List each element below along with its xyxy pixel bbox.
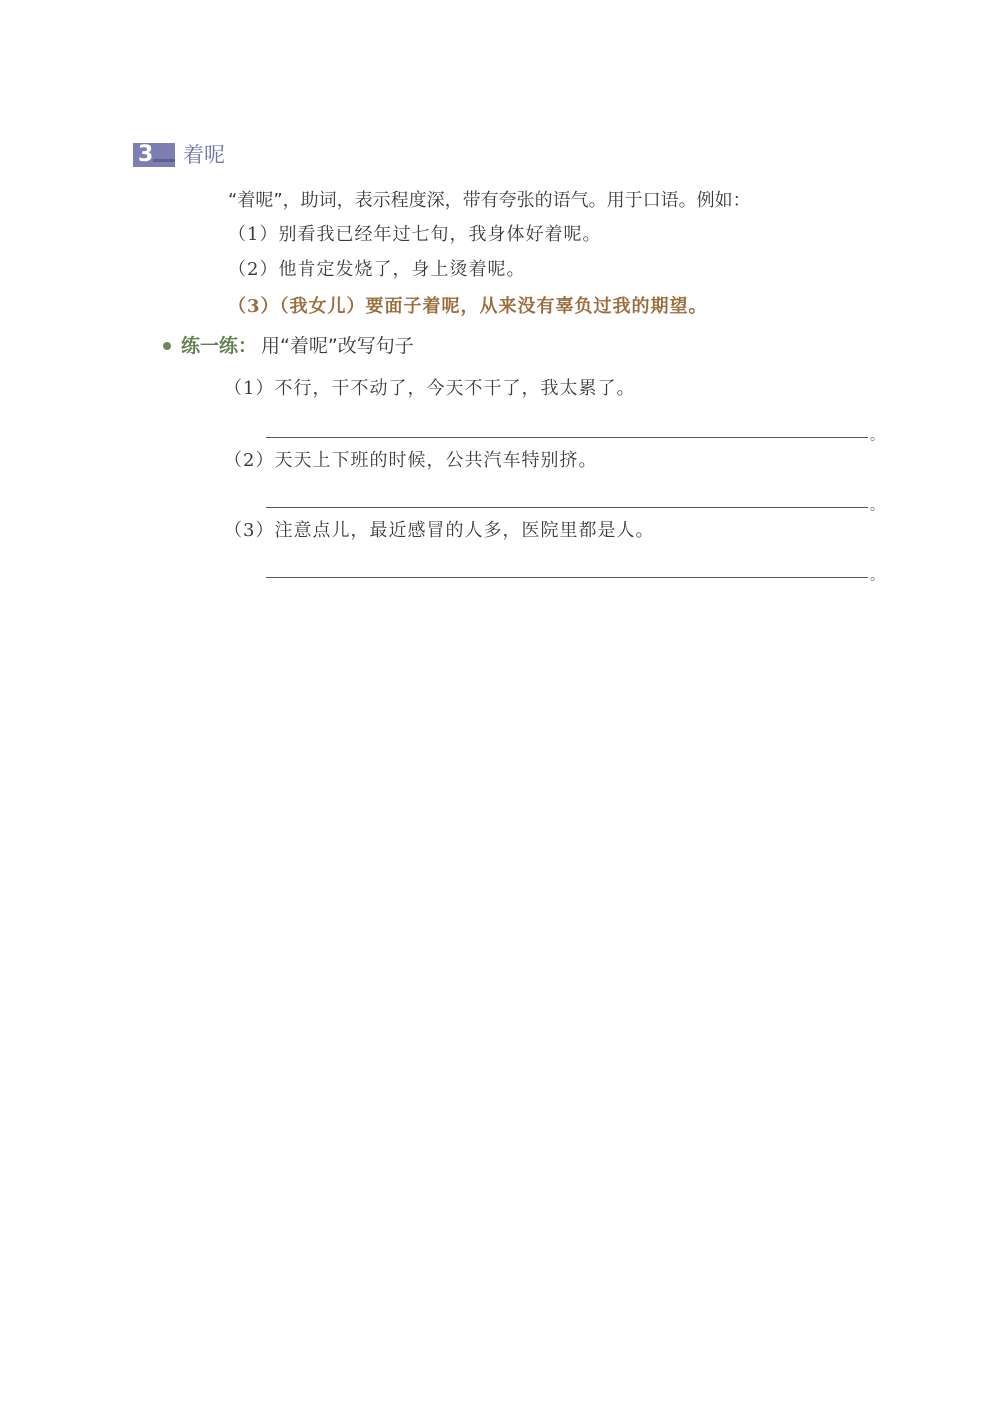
example-sentence-1: （1）别看我已经年过七旬，我身体好着呢。 [228,224,602,245]
bullet-icon [163,342,171,350]
example-sentence-2: （2）他肯定发烧了，身上烫着呢。 [228,259,526,280]
practice-question-2: （2）天天上下班的时候，公共汽车特别挤。 [224,450,598,471]
answer-blank-1[interactable] [266,419,868,438]
practice-header [163,333,414,359]
practice-question-1: （1）不行，干不动了，今天不干了，我太累了。 [224,378,636,399]
section-number: 3 [138,142,154,167]
answer-blank-2[interactable] [266,489,868,508]
badge-underline [153,159,175,162]
example-sentence-3: （3）（我女儿）要面子着呢，从来没有辜负过我的期望。 [228,296,708,317]
answer-end-period-1: 。 [870,428,884,444]
section-number-badge [133,143,175,167]
answer-end-period-2: 。 [870,498,884,514]
practice-question-3: （3）注意点儿，最近感冒的人多，医院里都是人。 [224,520,655,541]
section-header [133,142,225,168]
section-title: 着呢 [183,143,225,167]
practice-label: 练一练 [181,335,239,357]
practice-colon: ： [238,335,258,357]
answer-end-period-3: 。 [870,568,884,584]
grammar-explanation: “着呢”，助词，表示程度深，带有夸张的语气。用于口语。例如： [228,190,751,211]
practice-instruction: 用“着呢”改写句子 [261,335,414,357]
answer-blank-3[interactable] [266,559,868,578]
